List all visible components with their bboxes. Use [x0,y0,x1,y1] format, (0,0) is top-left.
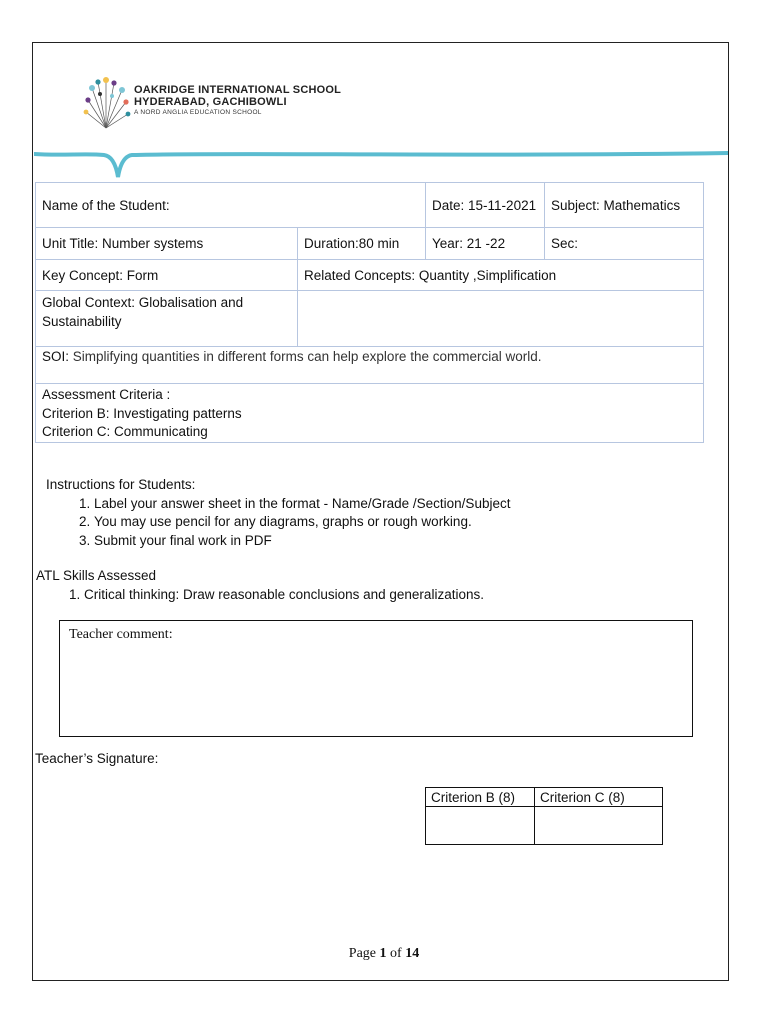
school-tagline: A NORD ANGLIA EDUCATION SCHOOL [134,109,262,116]
teacher-comment-box[interactable] [59,620,693,737]
of-word: of [390,946,402,961]
school-logo [82,74,132,130]
header-wave-divider [34,145,728,181]
student-name-field: Name of the Student: [36,183,426,228]
criterion-b-score-cell[interactable] [426,807,535,845]
instruction-item: 1. Label your answer sheet in the format - Name/Grade /Section/Subject [94,495,510,514]
exam-info-table [35,182,704,443]
subject-cell: Subject: Mathematics [545,183,704,228]
soi-label: SOI: [42,349,70,364]
criterion-b-header: Criterion B (8) [426,788,535,807]
year-cell: Year: 21 -22 [426,228,545,260]
section-cell: Sec: [545,228,704,260]
duration-cell: Duration:80 min [298,228,426,260]
current-page-number: 1 [379,946,387,961]
school-name-block [134,84,341,118]
atl-item: 1. Critical thinking: Draw reasonable conclusions and generalizations. [84,586,484,605]
instructions-heading: Instructions for Students: [46,477,196,492]
criterion-b-line: Criterion B: Investigating patterns [42,405,242,421]
instructions-section [46,476,510,550]
assessment-criteria-cell [36,384,704,443]
assessment-heading: Assessment Criteria : [42,387,171,402]
global-context-cell: Global Context: Globalisation and Sustainability [36,291,298,347]
instruction-item: 2. You may use pencil for any diagrams, graphs or rough working. [94,513,510,532]
instructions-list [46,495,510,551]
school-name-line2: HYDERABAD, GACHIBOWLI [134,96,287,108]
date-cell: Date: 15-11-2021 [426,183,545,228]
criterion-c-header: Criterion C (8) [535,788,663,807]
atl-list [36,586,484,605]
atl-skills-section [36,567,484,604]
unit-title-cell: Unit Title: Number systems [36,228,298,260]
total-page-number: 14 [405,946,420,961]
criterion-c-line: Criterion C: Communicating [42,424,208,439]
related-concepts-cell: Related Concepts: Quantity ,Simplification [298,260,704,291]
school-name-line1: OAKRIDGE INTERNATIONAL SCHOOL [134,84,342,96]
teacher-comment-label: Teacher comment: [69,627,173,642]
criteria-score-table [425,787,663,845]
soi-cell [36,347,704,384]
criterion-c-score-cell[interactable] [535,807,663,845]
atl-heading: ATL Skills Assessed [36,568,157,583]
key-concept-cell: Key Concept: Form [36,260,298,291]
page-footer [0,946,768,962]
soi-text: Simplifying quantities in different forms can help explore the commercial world. [69,349,542,364]
instruction-item: 3. Submit your final work in PDF [94,532,510,551]
teacher-signature-label: Teacher’s Signature: [35,751,159,766]
page-word: Page [348,946,377,961]
global-context-blank [298,291,704,347]
